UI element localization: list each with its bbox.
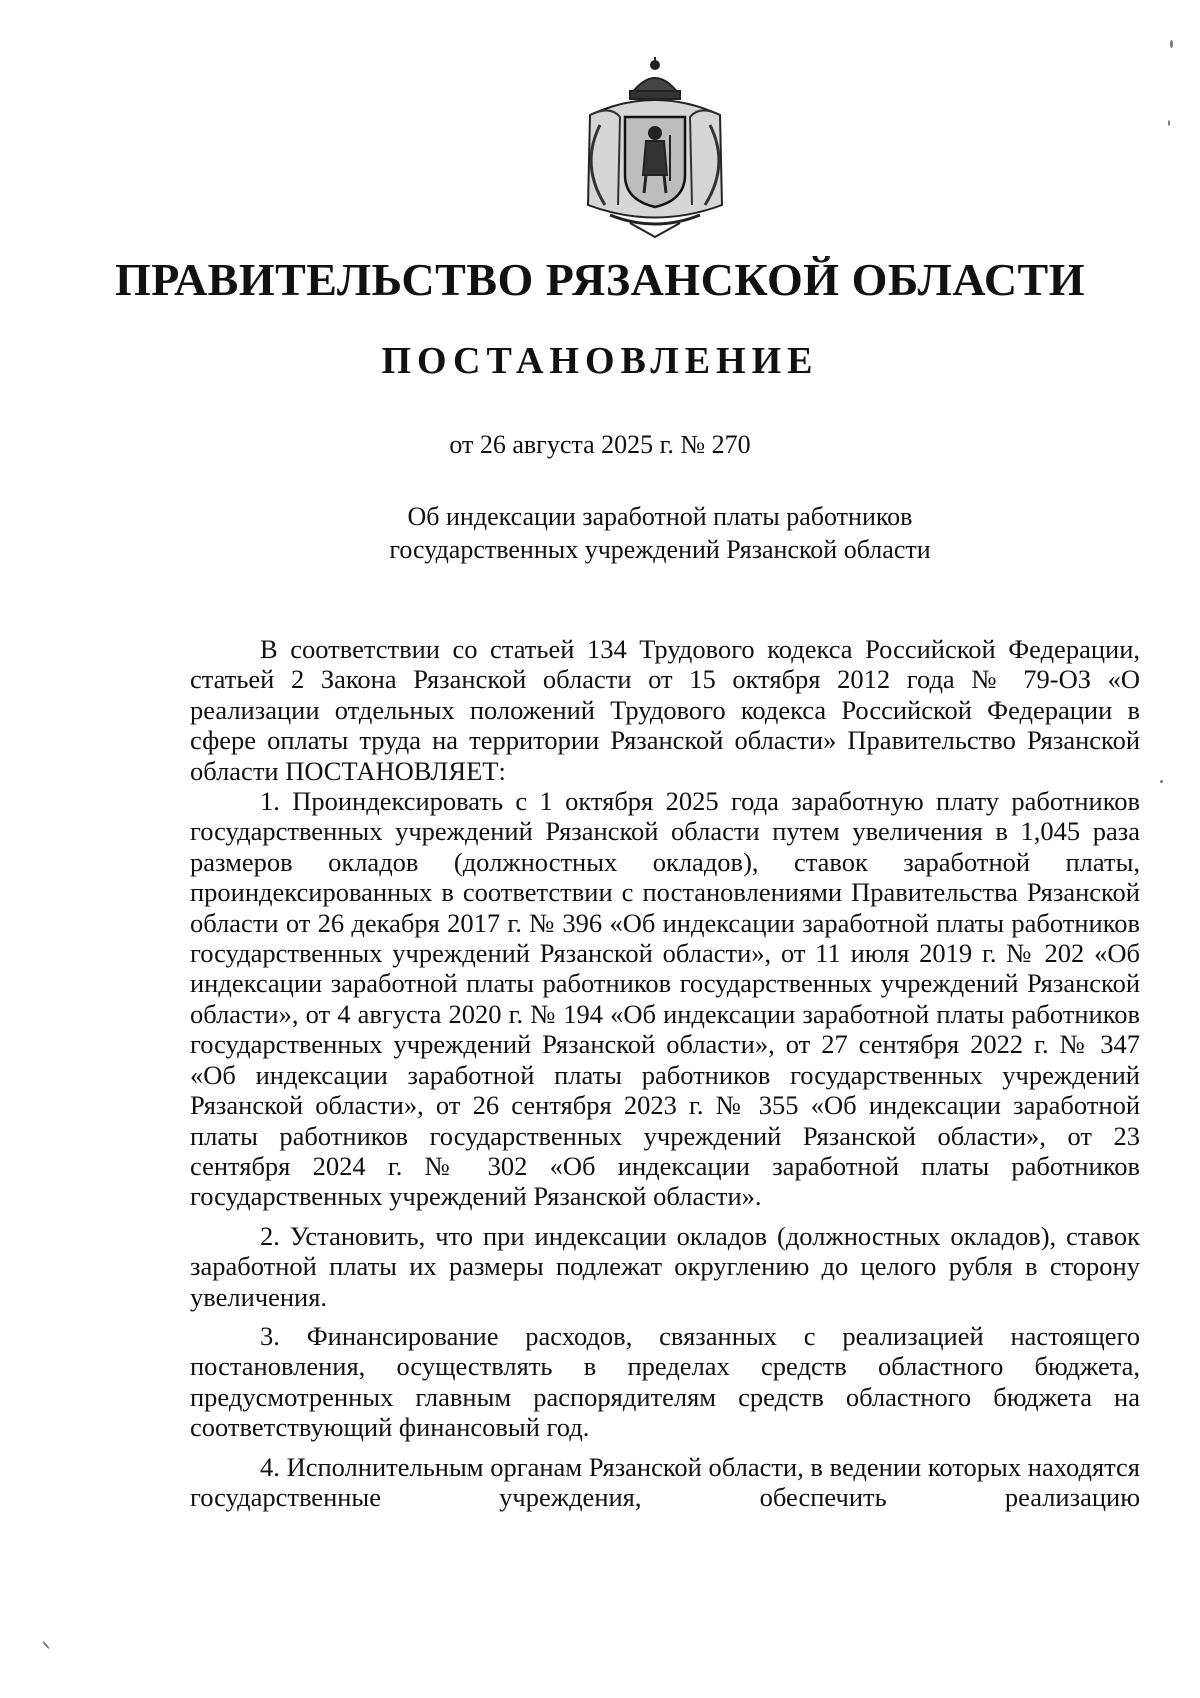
document-body [190,634,1140,1512]
document-date-number: от 26 августа 2025 г. № 270 [449,430,751,459]
item-1-paragraph: 1. Проиндексировать с 1 октября 2025 года заработную плату работников государственных учреждений Рязанской области путем увеличения в 1,045 раза размеров окладов (должностных окладов), ставок заработной платы, проиндексированных в соответствии с постановлениями Правительства Рязанской области от 26 декабря 2017 г. № 396 «Об индексации заработной платы работников государственных учреждений Рязанской области», от 11 июля 2019 г. № 202 «Об индексации заработной платы работников государственных учреждений Рязанской области», от 4 августа 2020 г. № 194 «Об индексации заработной платы работников государственных учреждений Рязанской области», от 27 сентября 2022 г. № 347 «Об индексации заработной платы работников государственных учреждений Рязанской области», от 26 сентября 2023 г. № 355 «Об индексации заработной платы работников государственных учреждений Рязанской области», от 23 сентября 2024 г. № 302 «Об индексации заработной платы работников государственных учреждений Рязанской области». [190,786,1140,1212]
item-4-paragraph: 4. Исполнительным органам Рязанской области, в ведении которых находятся государственные учреждения, обеспечить реализацию [190,1451,1140,1512]
subject-line-1: Об индексации заработной платы работников [407,502,913,531]
scan-speck [42,1641,50,1650]
item-2-paragraph: 2. Установить, что при индексации окладов (должностных окладов), ставок заработной платы их размеры подлежат округлению до целого рубля в сторону увеличения. [190,1220,1140,1312]
scan-speck [1170,40,1173,48]
scan-speck [1168,120,1170,126]
scan-speck [1160,780,1163,783]
coat-of-arms-icon [570,55,740,240]
preamble-paragraph: В соответствии со статьей 134 Трудового кодекса Российской Федерации, статьей 2 Закона Рязанской области от 15 октября 2012 года № 79-ОЗ «О реализации отдельных положений Трудового кодекса Российской Федерации в сфере оплаты труда на территории Рязанской области» Правительство Рязанской области ПОСТАНОВЛЯЕТ: [190,634,1140,786]
document-type: ПОСТАНОВЛЕНИЕ [381,340,819,382]
subject-line-2: государственных учреждений Рязанской области [389,535,931,564]
document-subject [340,500,980,566]
item-3-paragraph: 3. Финансирование расходов, связанных с реализацией настоящего постановления, осуществлять в пределах средств областного бюджета, предусмотренных главным распорядителям средств областного бюджета на соответствующий финансовый год. [190,1320,1140,1443]
government-title: ПРАВИТЕЛЬСТВО РЯЗАНСКОЙ ОБЛАСТИ [114,254,1086,305]
